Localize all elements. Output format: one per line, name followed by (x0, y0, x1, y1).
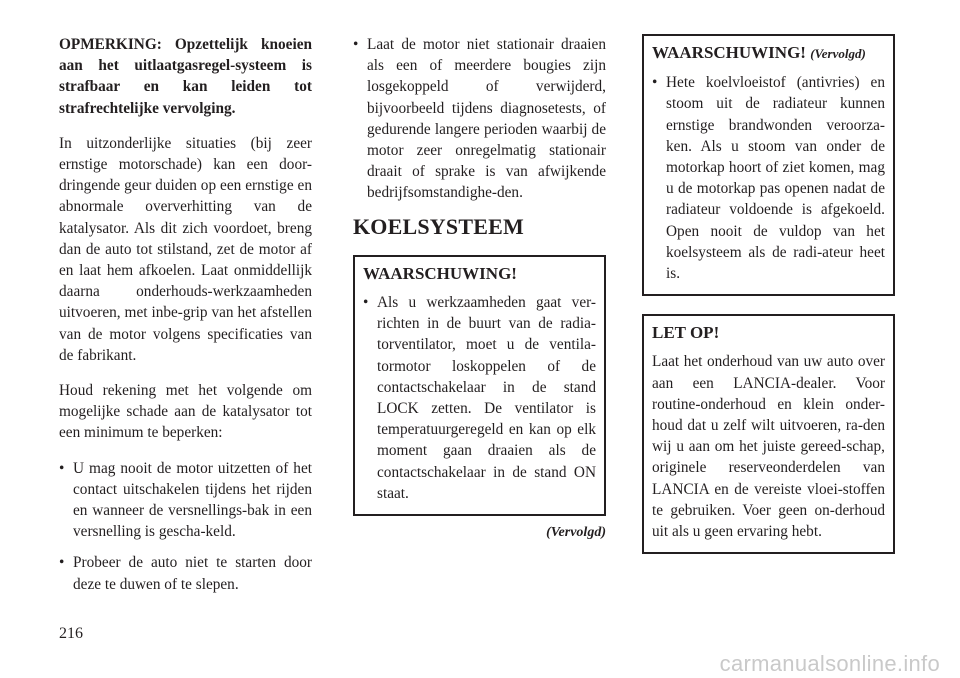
warning-box-coolant (642, 34, 895, 296)
list-item: • Probeer de auto niet te starten door deze te duwen of te slepen. (59, 552, 312, 594)
warning-title-continued (652, 42, 885, 64)
column-2 (353, 34, 606, 543)
list-item: • Hete koelvloeistof (antivries) en stoom uit de radiateur kunnen ernstige brandwonden veroorza-ken. Als u stoom van onder de motorkap hoort of ziet komen, mag u de motorkap pas openen nadat de radiateur voldoende is afgekoeld. Open nooit de vuldop van het koelsysteem als de radi-ateur heet is. (652, 72, 885, 284)
list-item: • Als u werkzaamheden gaat ver-richten in de buurt van de radia-torventilator, moet u de ventila-tormotor loskoppelen of de contactschakelaar in de stand LOCK zetten. De ventilator is temperatuurgeregeld en kan op elk moment gaan draaien als de contactschakelaar in de stand ON staat. (363, 292, 596, 504)
continued-label: (Vervolgd) (810, 46, 866, 61)
list-item: • U mag nooit de motor uitzetten of het contact uitschakelen tijdens het rijden en wanneer de versnellings-bak in een versnelling is gescha-keld. (59, 458, 312, 543)
page-number: 216 (59, 625, 83, 642)
warning-box-fan (353, 255, 606, 516)
section-title-koelsysteem: KOELSYSTEEM (353, 213, 524, 239)
list-item: • Laat de motor niet stationair draaien als een of meerdere bougies zijn losgekoppeld of verwijderd, bijvoorbeeld tijdens diagnosetests, of gedurende langere perioden waarbij de motor zeer onregelmatig stationair draait of sprake is van afwijkende bedrijfsomstandighe-den. (353, 34, 606, 204)
column-3 (642, 34, 895, 554)
caution-box (642, 314, 895, 554)
warning-bullet-list (652, 72, 885, 284)
note-tampering: OPMERKING: Opzettelijk knoeien aan het uitlaatgasregel-systeem is strafbaar en kan leiden tot strafrechtelijke vervolging. (59, 36, 312, 117)
continued-label: (Vervolgd) (546, 525, 606, 541)
warning-bullet-list (363, 292, 596, 504)
idle-bullet-list (353, 34, 606, 204)
catalyst-bullet-list (59, 458, 312, 595)
paragraph-catalyst-overheat: In uitzonderlijke situaties (bij zeer ernstige motorschade) kan een door-dringende geur duiden op een ernstige en abnormale oververhitting van de katalysator. Als dit zich voordoet, breng dan de auto tot stilstand, zet de motor af en laat hem afkoelen. Laat onmiddellijk daarna onderhouds-werkzaamheden uitvoeren, met inbe-grip van het afstellen van de motor volgens specificaties van de fabrikant. (59, 134, 312, 364)
column-1 (59, 34, 312, 605)
warning-title: WAARSCHUWING! (363, 263, 517, 283)
paragraph-minimize-damage: Houd rekening met het volgende om mogelijke schade aan de katalysator tot een minimum te beperken: (59, 382, 312, 442)
caution-text: Laat het onderhoud van uw auto over aan een LANCIA-dealer. Voor routine-onderhoud en klein onder-houd dat u zelf wilt uitvoeren, ra-den wij u aan om het juiste gereed-schap, originele reserveonderdelen van LANCIA en de vereiste vloei-stoffen te gebruiken. Voer geen on-derhoud uit als u geen ervaring hebt. (652, 353, 885, 541)
caution-title: LET OP! (652, 323, 720, 343)
warning-title: WAARSCHUWING! (652, 43, 806, 62)
watermark: carmanualsonline.info (719, 651, 940, 676)
